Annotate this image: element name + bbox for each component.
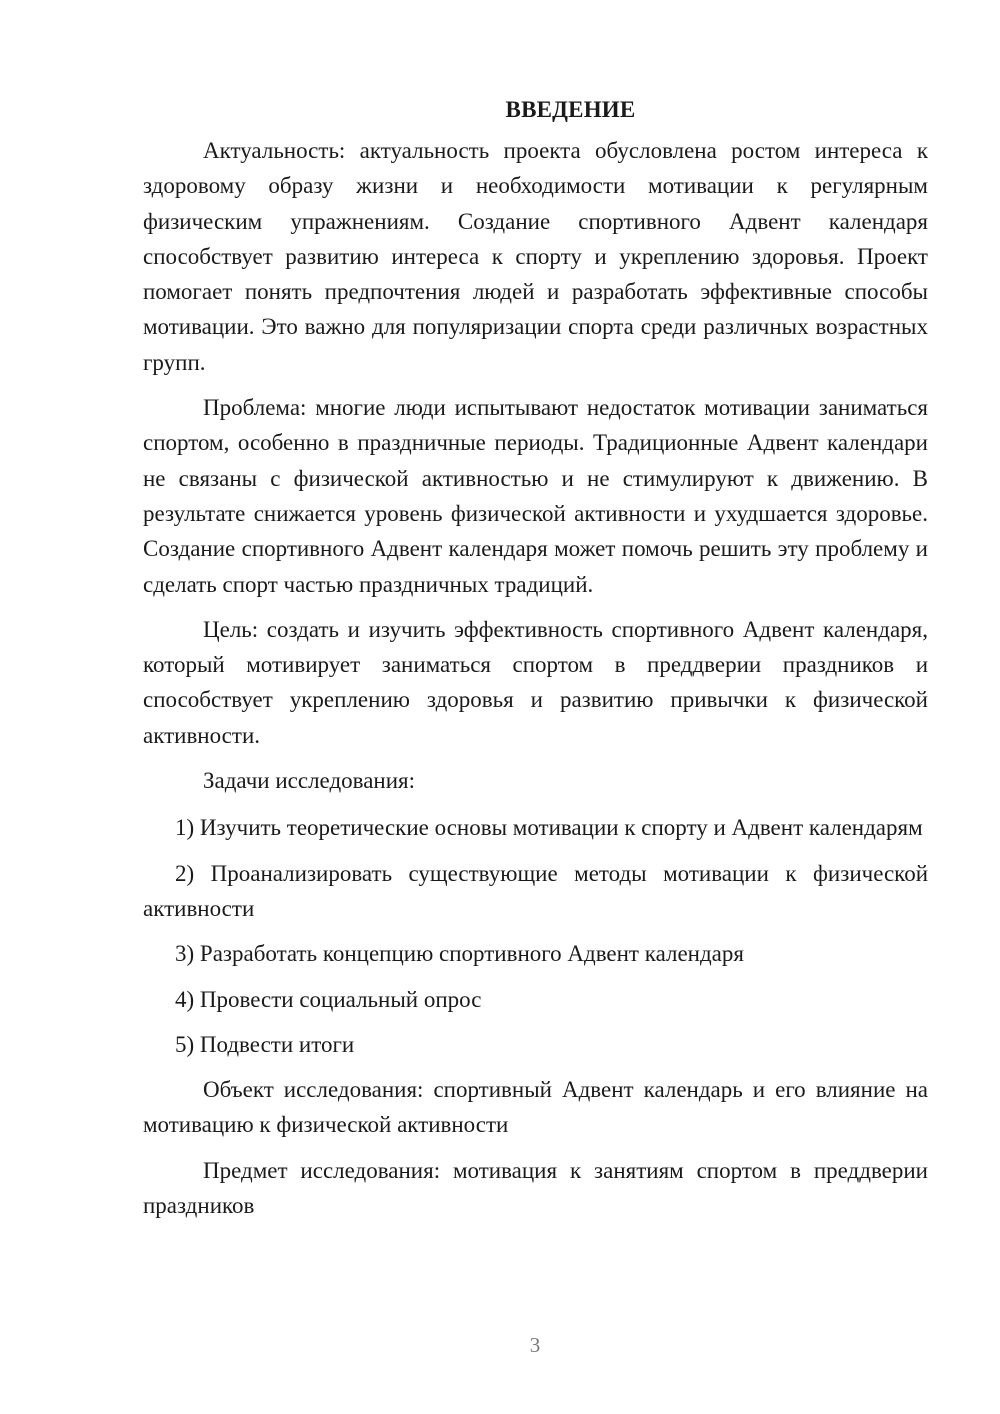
section-title: ВВЕДЕНИЕ xyxy=(505,97,636,122)
task-item-1: 1) Изучить теоретические основы мотивации к спорту и Адвент календарям xyxy=(175,815,923,841)
document-page xyxy=(143,92,928,1233)
object-paragraph: Объект исследования: спортивный Адвент календарь и его влияние на мотивацию к физической активности xyxy=(143,1077,928,1138)
page-number: 3 xyxy=(529,1333,541,1357)
task-item-2: 2) Проанализировать существующие методы мотивации к физической активности xyxy=(143,860,928,921)
subject-paragraph: Предмет исследования: мотивация к занятиям спортом в преддверии праздников xyxy=(143,1157,928,1219)
tasks-heading: Задачи исследования: xyxy=(203,768,416,794)
task-item-4: 4) Провести социальный опрос xyxy=(175,986,482,1012)
relevance-paragraph: Актуальность: актуальность проекта обусловлена ростом интереса к здоровому образу жизни и необходимости мотивации к регулярным физическим упражнениям. Создание спортивного Адвент календаря способствует развитию интереса к спорту и укреплению здоровья. Проект помогает понять предпочтения людей и разработать эффективные способы мотивации. Это важно для популяризации спорта среди различных возрастных групп. xyxy=(143,138,928,375)
goal-paragraph: Цель: создать и изучить эффективность спортивного Адвент календаря, который мотивирует заниматься спортом в преддверии праздников и способствует укреплению здоровья и развитию привычки к физической активности. xyxy=(143,616,928,748)
task-item-5: 5) Подвести итоги xyxy=(175,1031,355,1057)
problem-paragraph: Проблема: многие люди испытывают недостаток мотивации заниматься спортом, особенно в праздничные периоды. Традиционные Адвент календари не связаны с физической активностью и не стимулируют к движению. В результате снижается уровень физической активности и ухудшается здоровье. Создание спортивного Адвент календаря может помочь решить эту проблему и сделать спорт частью праздничных традиций. xyxy=(143,395,928,597)
task-item-3: 3) Разработать концепцию спортивного Адвент календаря xyxy=(175,941,744,967)
